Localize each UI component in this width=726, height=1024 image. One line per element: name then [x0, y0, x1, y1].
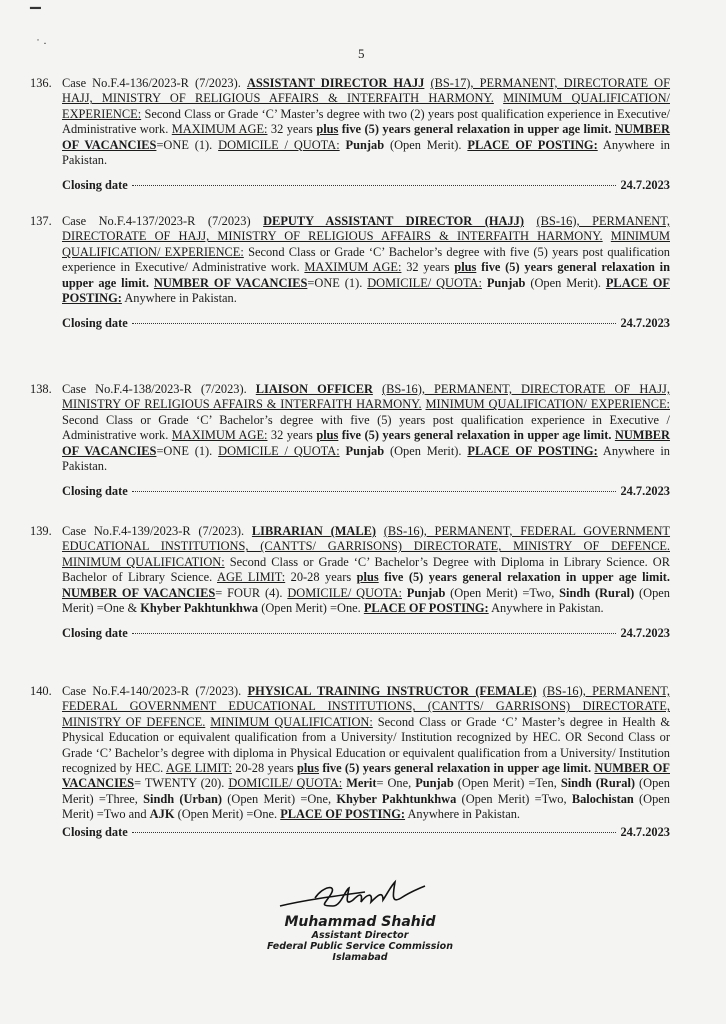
quota-value: (Open Merit) =One &	[62, 585, 670, 616]
plus-word: plus	[454, 260, 477, 275]
age-text: 32 years	[406, 260, 450, 275]
age-label: MAXIMUM AGE:	[304, 260, 402, 275]
closing-date-row	[62, 178, 670, 193]
quota-region: AJK	[149, 807, 175, 822]
posting-label: PLACE OF POSTING:	[280, 807, 406, 822]
closing-date-value: 24.7.2023	[620, 484, 670, 499]
case-number: Case No.F.4-139/2023-R (7/2023).	[62, 524, 245, 538]
closing-date-label: Closing date	[62, 824, 128, 839]
vacancies-label: NUMBER OF VACANCIES	[62, 585, 216, 600]
domicile-text: (Open Merit).	[389, 137, 462, 152]
domicile-label: DOMICILE / QUOTA:	[218, 137, 340, 152]
closing-date-label: Closing date	[62, 178, 128, 193]
age-label: MAXIMUM AGE:	[171, 122, 268, 137]
relaxation-text: five (5) years general relaxation in upper age limit.	[62, 260, 670, 290]
page-number: 5	[358, 46, 365, 61]
qualification-label: MINIMUM QUALIFICATION/ EXPERIENCE:	[62, 91, 670, 121]
closing-date-row	[62, 825, 670, 840]
closing-date-value: 24.7.2023	[620, 316, 670, 331]
domicile-text: (Open Merit).	[530, 275, 601, 290]
posting-label: PLACE OF POSTING:	[62, 275, 670, 306]
age-text: 32 years	[270, 122, 313, 137]
handwritten-signature	[275, 876, 445, 916]
closing-date-value: 24.7.2023	[620, 178, 670, 193]
signatory-city: Islamabad	[332, 952, 388, 963]
posting-label: PLACE OF POSTING:	[363, 601, 489, 616]
case-number: Case No.F.4-138/2023-R (7/2023).	[62, 382, 247, 396]
relaxation-text: five (5) years general relaxation in upper age limit.	[341, 122, 612, 137]
plus-word: plus	[316, 122, 339, 137]
age-text: 32 years	[270, 428, 313, 443]
post-title: LIBRARIAN (MALE)	[251, 524, 377, 538]
vacancies-text: = FOUR (4).	[215, 585, 283, 600]
closing-date-label: Closing date	[62, 484, 128, 499]
domicile-label: DOMICILE / QUOTA:	[218, 443, 340, 458]
dotted-leader	[132, 323, 617, 324]
qualification-label: MINIMUM QUALIFICATION:	[210, 714, 373, 729]
quota-value: (Open Merit) =Ten,	[453, 776, 561, 791]
posting-label: PLACE OF POSTING:	[467, 137, 598, 152]
domicile-label: DOMICILE/ QUOTA:	[367, 275, 482, 290]
quota-value: (Open Merit) =Two,	[445, 585, 560, 600]
post-detail: (BS-16), PERMANENT, FEDERAL GOVERNMENT EDUCATIONAL INSTITUTIONS, (CANTTS/ GARRISONS) DIRECTORATE, MINISTRY OF DEFENCE.	[62, 524, 671, 554]
post-title: LIAISON OFFICER	[255, 382, 373, 396]
posting-label: PLACE OF POSTING:	[467, 443, 598, 458]
vacancies-text: = TWENTY (20).	[134, 776, 225, 791]
post-detail: (BS-17), PERMANENT, DIRECTORATE OF HAJJ, MINISTRY OF RELIGIOUS AFFAIRS & INTERFAITH HARMONY.	[62, 76, 671, 106]
quota-value: (Open Merit) =Two,	[456, 791, 572, 806]
age-text: 20-28 years	[235, 761, 294, 776]
vacancies-label: NUMBER OF VACANCIES	[62, 122, 670, 152]
quota-region: Punjab	[406, 585, 446, 600]
signatory-name: Muhammad Shahid	[284, 914, 436, 930]
domicile-province: Punjab	[345, 443, 385, 458]
qualification-label: MINIMUM QUALIFICATION/ EXPERIENCE:	[425, 397, 670, 412]
quota-region: Sindh (Urban)	[143, 791, 223, 806]
signatory-title: Assistant Director	[311, 930, 409, 941]
domicile-text: (Open Merit).	[389, 443, 462, 458]
quota-value: (Open Merit) =Three,	[62, 776, 670, 806]
entry-number: 138.	[30, 382, 52, 396]
age-label: AGE LIMIT:	[165, 761, 232, 776]
quota-region: Sindh (Rural)	[559, 585, 635, 600]
entry-number: 140.	[30, 684, 52, 698]
domicile-province: Punjab	[486, 275, 526, 290]
quota-region: Merit	[346, 776, 377, 791]
vacancy-entry-139	[30, 524, 670, 642]
case-number: Case No.F.4-140/2023-R (7/2023).	[62, 684, 242, 698]
entry-body	[62, 524, 670, 616]
entry-body	[62, 684, 670, 823]
quota-value: (Open Merit) =One,	[222, 791, 337, 806]
quota-region: Khyber Pakhtunkhwa	[336, 791, 457, 806]
dotted-leader	[132, 185, 617, 186]
posting-text: Anywhere in Pakistan.	[62, 137, 670, 168]
dotted-leader	[132, 491, 617, 492]
signature-block	[250, 876, 470, 963]
entry-body	[62, 214, 670, 306]
relaxation-text: five (5) years general relaxation in upper age limit.	[341, 428, 612, 443]
quota-value: = One,	[376, 776, 416, 791]
posting-text: Anywhere in Pakistan.	[62, 443, 670, 474]
posting-text: Anywhere in Pakistan.	[124, 291, 237, 306]
age-label: MAXIMUM AGE:	[171, 428, 268, 443]
entry-number: 136.	[30, 76, 52, 90]
quota-value: (Open Merit) =One.	[258, 601, 361, 616]
vacancies-label: NUMBER OF VACANCIES	[62, 428, 670, 458]
closing-date-row	[62, 316, 670, 331]
qualification-text: Second Class or Grade ‘C’ Master’s degree with two (2) years post qualification experience in Executive/ Administrative work.	[62, 106, 670, 137]
closing-date-row	[62, 626, 670, 641]
corner-dots: ˙ ·	[36, 36, 47, 50]
post-title: PHYSICAL TRAINING INSTRUCTOR (FEMALE)	[247, 684, 537, 698]
plus-word: plus	[316, 428, 339, 443]
entry-number: 139.	[30, 524, 52, 538]
closing-date-label: Closing date	[62, 316, 128, 331]
vacancy-entry-138	[30, 382, 670, 500]
entry-body	[62, 382, 670, 474]
posting-text: Anywhere in Pakistan.	[491, 601, 604, 616]
post-detail: (BS-16), PERMANENT, DIRECTORATE OF HAJJ, MINISTRY OF RELIGIOUS AFFAIRS & INTERFAITH HARMONY.	[62, 214, 670, 244]
case-number: Case No.F.4-137/2023-R (7/2023)	[62, 214, 251, 228]
corner-mark: ▔	[30, 9, 41, 24]
post-title: DEPUTY ASSISTANT DIRECTOR (HAJJ)	[263, 214, 524, 228]
relaxation-text: five (5) years general relaxation in upper age limit.	[384, 570, 670, 585]
vacancy-entry-137	[30, 214, 670, 332]
domicile-label: DOMICILE/ QUOTA:	[287, 585, 402, 600]
closing-date-row	[62, 484, 670, 499]
vacancy-entry-136	[30, 76, 670, 194]
qualification-text: Second Class or Grade ‘C’ Bachelor’s degree with five (5) years post qualification experience in Executive/ Administrative work.	[62, 244, 670, 275]
quota-value: (Open Merit) =Two and	[62, 791, 670, 822]
vacancies-text: =ONE (1).	[307, 275, 363, 290]
age-text: 20-28 years	[290, 570, 352, 585]
signatory-organization: Federal Public Service Commission	[267, 941, 453, 952]
post-detail: (BS-16), PERMANENT, FEDERAL GOVERNMENT EDUCATIONAL INSTITUTIONS, (CANTTS/ GARRISONS) DIRECTORATE, MINISTRY OF DEFENCE.	[62, 684, 670, 729]
vacancies-label: NUMBER OF VACANCIES	[62, 761, 670, 791]
age-label: AGE LIMIT:	[217, 570, 286, 585]
quota-region: Balochistan	[571, 791, 634, 806]
vacancies-label: NUMBER OF VACANCIES	[153, 275, 308, 290]
quota-value: (Open Merit) =One.	[174, 807, 278, 822]
plus-word: plus	[296, 761, 320, 776]
domicile-label: DOMICILE/ QUOTA:	[228, 776, 343, 791]
qualification-text: Second Class or Grade ‘C’ Bachelor’s degree with five (5) years post qualification experience in Executive / Administrative work.	[62, 412, 670, 443]
post-title: ASSISTANT DIRECTOR HAJJ	[246, 76, 425, 90]
dotted-leader	[132, 832, 617, 833]
closing-date-value: 24.7.2023	[620, 626, 670, 641]
vacancy-entry-140	[30, 684, 670, 840]
closing-date-label: Closing date	[62, 626, 128, 641]
post-detail: (BS-16), PERMANENT, DIRECTORATE OF HAJJ, MINISTRY OF RELIGIOUS AFFAIRS & INTERFAITH HARMONY.	[62, 382, 670, 412]
quota-region: Punjab	[415, 776, 454, 791]
posting-text: Anywhere in Pakistan.	[407, 807, 521, 822]
entry-body	[62, 76, 670, 168]
vacancies-text: =ONE (1).	[156, 137, 213, 152]
qualification-text: Second Class or Grade ‘C’ Bachelor’s Degree with Diploma in Library Science. OR Bachelor of Library Science.	[62, 554, 670, 585]
qualification-label: MINIMUM QUALIFICATION:	[62, 554, 225, 569]
quota-region: Sindh (Rural)	[560, 776, 636, 791]
qualification-text: Second Class or Grade ‘C’ Master’s degree in Health & Physical Education or equivalent qualification from a University/ Institution recognized by HEC. OR Second Class or Grade ‘C’ Bachelor’s degree with diploma in Physical Education or equivalent qualification from a University/ Institution recognized by HEC.	[62, 714, 671, 776]
entry-number: 137.	[30, 214, 52, 228]
quota-region: Khyber Pakhtunkhwa	[140, 601, 259, 616]
vacancies-text: =ONE (1).	[156, 443, 213, 458]
dotted-leader	[132, 633, 617, 634]
relaxation-text: five (5) years general relaxation in upper age limit.	[322, 761, 592, 776]
qualification-label: MINIMUM QUALIFICATION/ EXPERIENCE:	[62, 229, 670, 259]
closing-date-value: 24.7.2023	[620, 824, 670, 839]
plus-word: plus	[356, 570, 379, 585]
case-number: Case No.F.4-136/2023-R (7/2023).	[62, 76, 241, 90]
domicile-province: Punjab	[345, 137, 385, 152]
